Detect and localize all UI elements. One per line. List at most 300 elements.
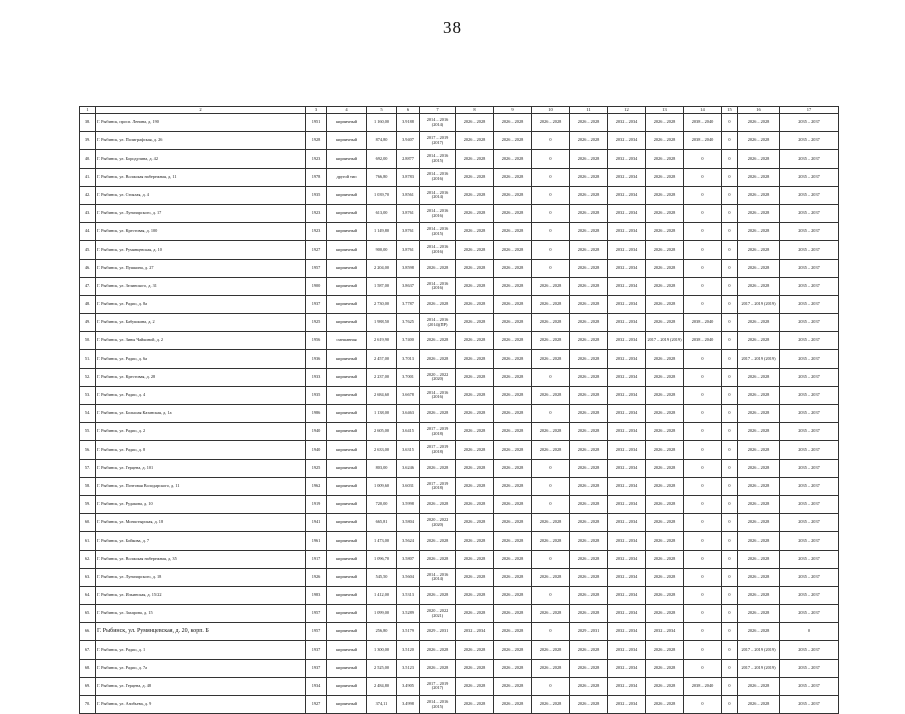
table-cell: 2014 – 2016 (2014) — [420, 114, 456, 132]
table-cell: 2026 – 2028 — [494, 314, 532, 332]
table-cell: 2026 – 2028 — [494, 368, 532, 386]
table-cell: 0 — [532, 132, 570, 150]
table-cell: 0 — [722, 605, 738, 623]
table-cell: 3.4998 — [397, 696, 420, 714]
table-cell: 2026 – 2028 — [646, 605, 684, 623]
table-cell: 3.9407 — [397, 132, 420, 150]
table-cell: 0 — [722, 186, 738, 204]
table-cell: 1962 — [306, 477, 327, 495]
table-cell: 2032 – 2034 — [608, 605, 646, 623]
address-cell: Г. Рыбинск, ул. Ильинская, д. 15/22 — [96, 586, 306, 604]
table-cell: 0 — [684, 495, 722, 513]
table-cell: 2014 – 2016 (2016) — [420, 386, 456, 404]
table-row — [80, 623, 839, 641]
table-cell: 2026 – 2028 — [494, 477, 532, 495]
table-row — [80, 332, 839, 350]
row-number: 46. — [80, 259, 96, 277]
table-cell: 0 — [722, 514, 738, 532]
table-cell: кирпичный — [327, 659, 367, 677]
table-cell: 1928 — [306, 132, 327, 150]
table-cell: 2026 – 2028 — [494, 186, 532, 204]
table-cell: кирпичный — [327, 314, 367, 332]
table-cell: 0 — [684, 277, 722, 295]
table-cell: 1936 — [306, 350, 327, 368]
table-cell: 2026 – 2028 — [738, 168, 780, 186]
table-cell: 1935 — [306, 386, 327, 404]
table-cell: 2026 – 2028 — [738, 368, 780, 386]
table-cell: 2026 – 2028 — [456, 405, 494, 423]
address-cell: Г. Рыбинск, ул. Бородулина, д. 42 — [96, 150, 306, 168]
table-cell: 2026 – 2028 — [456, 605, 494, 623]
table-cell: 3.8783 — [397, 168, 420, 186]
address-cell: Г. Рыбинск, ул. Радио, д. 1 — [96, 641, 306, 659]
table-cell: 3.8637 — [397, 277, 420, 295]
table-cell: 2035 – 2037 — [780, 532, 839, 550]
table-cell: 2026 – 2028 — [646, 459, 684, 477]
table-cell: 2032 – 2034 — [608, 641, 646, 659]
table-row — [80, 677, 839, 695]
table-cell: кирпичный — [327, 132, 367, 150]
table-cell: 2026 – 2028 — [456, 532, 494, 550]
table-cell: 2026 – 2028 — [420, 532, 456, 550]
page-number: 38 — [443, 18, 462, 37]
table-cell: 0 — [722, 423, 738, 441]
table-cell: 2026 – 2028 — [494, 441, 532, 459]
table-cell: 2026 – 2028 — [456, 314, 494, 332]
table-cell: 3.8761 — [397, 204, 420, 222]
table-cell: 1 138,00 — [367, 405, 397, 423]
table-cell: 2026 – 2028 — [646, 168, 684, 186]
address-cell: Г. Рыбинск, ул. Радио, д. 4 — [96, 386, 306, 404]
table-cell: 0 — [684, 423, 722, 441]
table-cell: 0 — [722, 277, 738, 295]
table-cell: 3.4905 — [397, 677, 420, 695]
column-number: 9 — [494, 107, 532, 114]
table-cell: 2026 – 2028 — [456, 459, 494, 477]
table-cell: 256,80 — [367, 623, 397, 641]
row-number: 66. — [80, 623, 96, 641]
table-cell: 3.6415 — [397, 423, 420, 441]
table-cell: 0 — [684, 186, 722, 204]
table-cell: 2 684,60 — [367, 386, 397, 404]
table-cell: 2026 – 2028 — [738, 441, 780, 459]
table-cell: 2.8877 — [397, 150, 420, 168]
table-row — [80, 550, 839, 568]
table-cell: 2026 – 2028 — [456, 586, 494, 604]
table-cell: 1 473,00 — [367, 532, 397, 550]
table-cell: 2026 – 2028 — [456, 332, 494, 350]
table-row — [80, 514, 839, 532]
table-cell: 665,81 — [367, 514, 397, 532]
table-cell: 2026 – 2028 — [456, 495, 494, 513]
row-number: 49. — [80, 314, 96, 332]
table-cell: кирпичный — [327, 386, 367, 404]
table-cell: 3.5807 — [397, 550, 420, 568]
table-cell: 2026 – 2028 — [738, 459, 780, 477]
table-cell: 2026 – 2028 — [570, 223, 608, 241]
row-number: 62. — [80, 550, 96, 568]
table-cell: 2026 – 2028 — [456, 368, 494, 386]
table-cell: 0 — [532, 259, 570, 277]
column-number: 5 — [367, 107, 397, 114]
table-cell: 2026 – 2028 — [570, 550, 608, 568]
table-cell: 2026 – 2028 — [456, 295, 494, 313]
address-cell: Г. Рыбинск, ул. Радио, д. 8 — [96, 441, 306, 459]
table-cell: 2026 – 2028 — [570, 532, 608, 550]
table-cell: 2014 – 2016 (2014)(ПР) — [420, 314, 456, 332]
row-number: 44. — [80, 223, 96, 241]
table-cell: 0 — [722, 495, 738, 513]
table-cell: 2026 – 2028 — [456, 168, 494, 186]
table-cell: 2026 – 2028 — [570, 277, 608, 295]
table-cell: 1940 — [306, 423, 327, 441]
table-cell: 2 484,80 — [367, 677, 397, 695]
table-cell: 3.6031 — [397, 477, 420, 495]
table-cell: 1937 — [306, 641, 327, 659]
address-cell: Г. Рыбинск, ул. Захарова, д. 15 — [96, 605, 306, 623]
register-table — [79, 106, 839, 714]
table-cell: 1957 — [306, 605, 327, 623]
table-cell: 2026 – 2028 — [646, 550, 684, 568]
table-cell: 2026 – 2028 — [646, 568, 684, 586]
table-cell: 0 — [722, 259, 738, 277]
table-cell: 2 619,90 — [367, 332, 397, 350]
address-cell: Г. Рыбинск, ул. Румянцевская, д. 10 — [96, 241, 306, 259]
address-cell: Г. Рыбинск, ул. Монастырская, д. 18 — [96, 514, 306, 532]
column-number: 10 — [532, 107, 570, 114]
table-cell: 2032 – 2034 — [608, 223, 646, 241]
table-cell: 2026 – 2028 — [570, 696, 608, 714]
table-cell: 1926 — [306, 568, 327, 586]
table-cell: 2014 – 2016 (2014) — [420, 568, 456, 586]
table-cell: 0 — [722, 168, 738, 186]
table-cell: 2026 – 2028 — [456, 659, 494, 677]
table-cell: 2026 – 2028 — [532, 659, 570, 677]
table-cell: 2029 – 2031 — [570, 623, 608, 641]
table-cell: 2026 – 2028 — [456, 204, 494, 222]
table-cell: 2035 – 2037 — [780, 259, 839, 277]
table-cell: 2038 – 2040 — [684, 314, 722, 332]
table-cell: 2026 – 2028 — [646, 132, 684, 150]
table-cell: 2026 – 2028 — [570, 314, 608, 332]
table-row — [80, 459, 839, 477]
table-cell: 3.5604 — [397, 568, 420, 586]
row-number: 38. — [80, 114, 96, 132]
table-cell: 0 — [532, 623, 570, 641]
table-cell: 2032 – 2034 — [608, 623, 646, 641]
table-cell: 0 — [684, 405, 722, 423]
table-cell: 1925 — [306, 459, 327, 477]
table-cell: 2026 – 2028 — [494, 114, 532, 132]
table-cell: 0 — [722, 150, 738, 168]
table-cell: 2014 – 2016 (2015) — [420, 696, 456, 714]
table-cell: 0 — [684, 386, 722, 404]
table-cell: 2026 – 2028 — [494, 295, 532, 313]
table-cell: 3.8561 — [397, 186, 420, 204]
row-number: 68. — [80, 659, 96, 677]
table-cell: 2026 – 2028 — [532, 277, 570, 295]
table-cell: 2026 – 2028 — [570, 150, 608, 168]
table-cell: 0 — [722, 641, 738, 659]
table-cell: 2026 – 2028 — [646, 405, 684, 423]
address-cell: Г. Рыбинск, ул. Пушкина, д. 27 — [96, 259, 306, 277]
table-cell: 1956 — [306, 332, 327, 350]
table-cell: 1957 — [306, 623, 327, 641]
table-cell: 2026 – 2028 — [646, 368, 684, 386]
table-cell: 3.7013 — [397, 350, 420, 368]
table-cell: 0 — [722, 386, 738, 404]
table-cell: 2026 – 2028 — [456, 423, 494, 441]
table-cell: 720,00 — [367, 495, 397, 513]
column-number: 3 — [306, 107, 327, 114]
table-cell: 2026 – 2028 — [646, 514, 684, 532]
table-cell: кирпичный — [327, 350, 367, 368]
table-cell: 0 — [780, 623, 839, 641]
address-cell: Г. Рыбинск, ул. Волжская набережная, д. 35 — [96, 550, 306, 568]
table-cell: 1937 — [306, 295, 327, 313]
address-cell: Г. Рыбинск, ул. Луначарского, д. 18 — [96, 568, 306, 586]
table-cell: 2017 – 2019 (2018) — [420, 441, 456, 459]
table-cell: 0 — [684, 696, 722, 714]
table-cell: 2 633,00 — [367, 441, 397, 459]
table-row — [80, 605, 839, 623]
table-cell: кирпичный — [327, 677, 367, 695]
table-cell: 2032 – 2034 — [608, 459, 646, 477]
table-cell: 2026 – 2028 — [420, 586, 456, 604]
table-cell: 2035 – 2037 — [780, 332, 839, 350]
table-cell: 2026 – 2028 — [738, 204, 780, 222]
column-number: 16 — [738, 107, 780, 114]
table-cell: 1927 — [306, 696, 327, 714]
table-cell: кирпичный — [327, 259, 367, 277]
table-cell: 2032 – 2034 — [608, 277, 646, 295]
table-cell: 2026 – 2028 — [570, 259, 608, 277]
table-cell: 2026 – 2028 — [494, 696, 532, 714]
table-cell: 2026 – 2028 — [532, 295, 570, 313]
table-cell: кирпичный — [327, 641, 367, 659]
table-cell: 2035 – 2037 — [780, 114, 839, 132]
table-cell: 2026 – 2028 — [456, 641, 494, 659]
table-cell: 2026 – 2028 — [456, 186, 494, 204]
column-number: 11 — [570, 107, 608, 114]
table-cell: 0 — [684, 441, 722, 459]
table-cell: 0 — [684, 586, 722, 604]
table-cell: 2026 – 2028 — [570, 677, 608, 695]
table-cell: 0 — [684, 368, 722, 386]
table-cell: кирпичный — [327, 514, 367, 532]
table-cell: 2032 – 2034 — [608, 495, 646, 513]
table-cell: 1 099,00 — [367, 605, 397, 623]
row-number: 47. — [80, 277, 96, 295]
table-cell: 2026 – 2028 — [570, 405, 608, 423]
table-cell: 1951 — [306, 114, 327, 132]
table-cell: 0 — [722, 677, 738, 695]
table-cell: 613,00 — [367, 204, 397, 222]
table-cell: 2035 – 2037 — [780, 277, 839, 295]
table-cell: 2032 – 2034 — [608, 423, 646, 441]
row-number: 59. — [80, 495, 96, 513]
table-cell: 0 — [722, 405, 738, 423]
table-cell: 1940 — [306, 441, 327, 459]
table-cell: 1941 — [306, 514, 327, 532]
table-cell: 0 — [684, 623, 722, 641]
table-row — [80, 114, 839, 132]
column-number: 12 — [608, 107, 646, 114]
table-cell: 2026 – 2028 — [738, 495, 780, 513]
table-row — [80, 259, 839, 277]
table-cell: 0 — [722, 332, 738, 350]
table-cell: кирпичный — [327, 696, 367, 714]
row-number: 61. — [80, 532, 96, 550]
table-cell: 2026 – 2028 — [646, 314, 684, 332]
table-row — [80, 568, 839, 586]
table-cell: 2035 – 2037 — [780, 605, 839, 623]
table-cell: 2026 – 2028 — [570, 368, 608, 386]
table-cell: 2035 – 2037 — [780, 423, 839, 441]
table-cell: 3.5998 — [397, 495, 420, 513]
table-cell: 2014 – 2016 (2015) — [420, 150, 456, 168]
table-cell: 2026 – 2028 — [570, 659, 608, 677]
table-cell: 2026 – 2028 — [532, 568, 570, 586]
table-cell: кирпичный — [327, 295, 367, 313]
table-cell: 900,00 — [367, 241, 397, 259]
table-cell: 2026 – 2028 — [456, 677, 494, 695]
table-cell: 2026 – 2028 — [646, 150, 684, 168]
table-row — [80, 295, 839, 313]
table-cell: 1923 — [306, 150, 327, 168]
table-cell: 0 — [722, 586, 738, 604]
table-cell: 2035 – 2037 — [780, 477, 839, 495]
column-number: 13 — [646, 107, 684, 114]
table-row — [80, 423, 839, 441]
table-cell: 2014 – 2016 (2016) — [420, 241, 456, 259]
table-row — [80, 405, 839, 423]
table-cell: 2026 – 2028 — [570, 241, 608, 259]
table-cell: 2035 – 2037 — [780, 223, 839, 241]
table-cell: кирпичный — [327, 423, 367, 441]
table-cell: 2035 – 2037 — [780, 186, 839, 204]
table-cell: 2035 – 2037 — [780, 386, 839, 404]
table-cell: 3.8761 — [397, 223, 420, 241]
table-cell: 2026 – 2028 — [420, 659, 456, 677]
table-cell: 874,80 — [367, 132, 397, 150]
table-cell: 1957 — [306, 259, 327, 277]
table-cell: 2026 – 2028 — [646, 477, 684, 495]
address-cell: Г. Рыбинск, ул. Стоялая, д. 4 — [96, 186, 306, 204]
table-cell: 2026 – 2028 — [738, 696, 780, 714]
address-cell: Г. Рыбинск, ул. Румянцевская, д. 20, корп. Б — [96, 623, 306, 641]
table-cell: 1983 — [306, 586, 327, 604]
table-cell: 0 — [722, 241, 738, 259]
row-number: 69. — [80, 677, 96, 695]
table-cell: 0 — [722, 204, 738, 222]
table-row — [80, 314, 839, 332]
table-cell: 2026 – 2028 — [738, 132, 780, 150]
row-number: 70. — [80, 696, 96, 714]
table-cell: 2026 – 2028 — [646, 277, 684, 295]
table-cell: 3.5179 — [397, 623, 420, 641]
table-cell: 2026 – 2028 — [494, 350, 532, 368]
table-cell: 2026 – 2028 — [532, 514, 570, 532]
row-number: 58. — [80, 477, 96, 495]
table-cell: 2026 – 2028 — [570, 204, 608, 222]
table-cell: 2026 – 2028 — [532, 332, 570, 350]
table-cell: 2 525,00 — [367, 659, 397, 677]
table-cell: 2026 – 2028 — [570, 186, 608, 204]
table-cell: 2026 – 2028 — [738, 586, 780, 604]
table-cell: 2032 – 2034 — [608, 186, 646, 204]
table-cell: 3.5120 — [397, 641, 420, 659]
row-number: 43. — [80, 204, 96, 222]
table-cell: 2035 – 2037 — [780, 441, 839, 459]
row-number: 48. — [80, 295, 96, 313]
table-cell: 2026 – 2028 — [646, 677, 684, 695]
table-cell: 2026 – 2028 — [456, 477, 494, 495]
table-cell: кирпичный — [327, 204, 367, 222]
table-row — [80, 223, 839, 241]
table-cell: 2035 – 2037 — [780, 677, 839, 695]
table-cell: кирпичный — [327, 550, 367, 568]
table-cell: 2026 – 2028 — [494, 495, 532, 513]
table-cell: 2026 – 2028 — [494, 605, 532, 623]
table-cell: 2032 – 2034 — [608, 204, 646, 222]
table-cell: 0 — [684, 477, 722, 495]
table-row — [80, 368, 839, 386]
table-cell: 2035 – 2037 — [780, 495, 839, 513]
table-cell: 0 — [684, 550, 722, 568]
table-cell: 2020 – 2022 (2020) — [420, 368, 456, 386]
table-cell: 0 — [684, 223, 722, 241]
table-cell: 2026 – 2028 — [494, 514, 532, 532]
table-cell: 2026 – 2028 — [420, 550, 456, 568]
table-cell: 2026 – 2028 — [532, 605, 570, 623]
table-cell: 0 — [722, 532, 738, 550]
table-cell: 2026 – 2028 — [646, 223, 684, 241]
table-cell: 2026 – 2028 — [456, 259, 494, 277]
table-cell: 2017 – 2019 (2019) — [738, 295, 780, 313]
table-cell: 1900 — [306, 277, 327, 295]
table-cell: 3.6315 — [397, 441, 420, 459]
table-cell: 2020 – 2022 (2020) — [420, 514, 456, 532]
table-cell: 2032 – 2034 — [608, 332, 646, 350]
column-number: 2 — [96, 107, 306, 114]
table-cell: 2032 – 2034 — [608, 586, 646, 604]
table-cell: 1919 — [306, 495, 327, 513]
table-row — [80, 241, 839, 259]
table-cell: кирпичный — [327, 605, 367, 623]
table-cell: 0 — [684, 641, 722, 659]
table-cell: 1961 — [306, 532, 327, 550]
table-cell: 692,00 — [367, 150, 397, 168]
table-cell: 1934 — [306, 677, 327, 695]
table-cell: 2026 – 2028 — [532, 386, 570, 404]
table-cell: 1986 — [306, 405, 327, 423]
table-cell: 3.9188 — [397, 114, 420, 132]
table-cell: 3.6463 — [397, 405, 420, 423]
column-number: 17 — [780, 107, 839, 114]
table-cell: 2026 – 2028 — [646, 259, 684, 277]
table-cell: 545,50 — [367, 568, 397, 586]
address-cell: Г. Рыбинск, ул. Луначарского, д. 17 — [96, 204, 306, 222]
table-cell: 0 — [532, 168, 570, 186]
table-cell: 0 — [722, 550, 738, 568]
table-cell: 2026 – 2028 — [646, 423, 684, 441]
table-cell: 0 — [532, 405, 570, 423]
table-cell: 2026 – 2028 — [494, 586, 532, 604]
table-cell: 2026 – 2028 — [420, 332, 456, 350]
address-cell: Г. Рыбинск, ул. Большая Казанская, д. 1а — [96, 405, 306, 423]
table-cell: 2038 – 2040 — [684, 332, 722, 350]
